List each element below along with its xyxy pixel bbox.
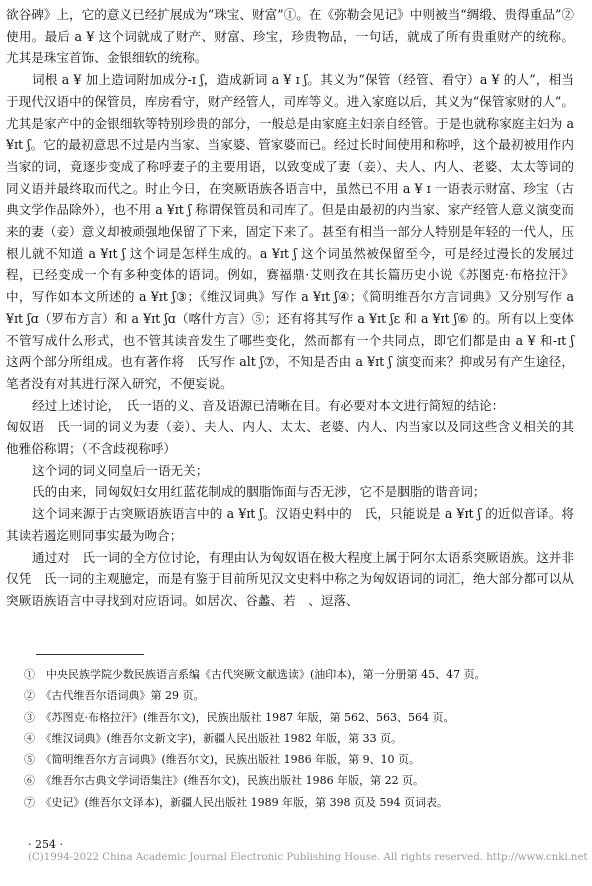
footnotes — [6, 664, 576, 813]
footnote-3: ③ 《苏图克·布格拉汗》(维吾尔文)，民族出版社 1987 年版，第 562、563、564 页。 — [24, 710, 455, 724]
paragraph-conclusion-2: 这个词的词义同皇后一语无关； — [32, 462, 209, 478]
copyright-notice: (C)1994-2022 China Academic Journal Electronic Publishing House. All rights reserved. http://www.cnki.net — [28, 852, 588, 863]
footnote-divider — [36, 654, 144, 655]
footnote-2: ② 《古代维吾尔语词典》第 29 页。 — [24, 689, 205, 703]
footnote-4: ④ 《维汉词典》(维吾尔文新文字)，新疆人民出版社 1982 年版，第 33 页。 — [24, 731, 403, 745]
paragraph-word-root: 词根 a ¥ 加上造词附加成分-ɪ ʃ，造成新词 a ¥ ɪ ʃ。其义为“保管（经管、看守）a ¥ 的人”，相当于现代汉语中的保管员，库房看守，财产经管人，司库等义。进入家庭以后，其义为“保管家财的人”。尤其是家产中的金银细软等特别珍贵的部分，一般总是由家庭主妇亲自经管。于是也就称家庭主妇为 a ¥ɪt ʃ。它的最初意思不过是内当家、当家婆、管家婆而已。经过长时间使用和称呼，这个最初被用作内当家的词，竟逐步变成了称呼妻子的主要用语，以致变成了妻（妾）、夫人、内人、老婆、太太等词的同义语并最终取而代之。时止今日，在突厥语族各语言中，虽然已不用 a ¥ ɪ 一语表示财富、珍宝（古典文学作品除外），也不用 a ¥ɪt ʃ 称谓保管员和司库了。但是由最初的内当家、家产经管人意义演变而来的妻（妾）意义却被顽强地保留了下来，固定下来了。甚至有相当一部分人特别是年轻的一代人，压根儿就不知道 a ¥ɪt ʃ 这个词是怎样生成的。a ¥ɪt ʃ 这个词虽然被保留至今，可是经过漫长的发展过程，已经变成一个有多种变体的语词。例如，赛福鼎·艾则孜在其长篇历史小说《苏图克·布格拉汗》中，写作如本文所述的 a ¥ɪt ʃ③；《维汉词典》写作 a ¥ɪt ʃ④；《简明维吾尔方言词典》又分别写作 a ¥ɪt ʃɑ（罗布方言）和 a ¥ɪt ʃɑ（喀什方言）⑤；还有将其写作 a ¥ɪt ʃε 和 a ¥ɪt ʃ⑥ 的。所有以上变体不管写成什么形式，也不管其读音发生了哪些变化，然而都有一个共同点，即它们都是由 a ¥ 和-ɪt ʃ 这两个部分所组成。也有著作将 氏写作 alt ʃ⑦，不知是否由 a ¥ɪt ʃ 演变而来？抑或另有产生途径，笔者没有对其进行深入研究，不便妄说。 — [6, 72, 574, 391]
footnote-1: ① 中央民族学院少数民族语言系编《古代突厥文献选读》(油印本)，第一分册第 45、47 页。 — [24, 668, 486, 681]
main-text — [6, 4, 574, 612]
paragraph-continued: 欲谷碑》上，它的意义已经扩展成为“珠宝、财富”①。在《弥勒会见记》中则被当“绸缎、贵得重品”② 使用。最后 a ¥ 这个词就成了财产、财富、珍宝，珍贵物品，一句话，就成了所有贵重财产的统称。尤其是珠宝首饰、金银细软的统称。 — [6, 7, 574, 66]
paragraph-conclusion-4: 这个词来源于古突厥语族语言中的 a ¥ɪt ʃ。汉语史料中的 氏，只能说是 a ¥ɪt ʃ 的近似音译。将其读若遏迄则同事实最为吻合； — [6, 506, 574, 543]
paragraph-conclusion-1: 匈奴语 氏一词的词义为妻（妾）、夫人、内人、太太、老婆、内人、内当家以及同这些含义相关的其他雅俗称谓；（不含歧视称呼） — [6, 419, 574, 457]
paragraph-conclusion-intro: 经过上述讨论， 氏一语的义、音及语源已清晰在目。有必要对本文进行简短的结论： — [32, 397, 505, 413]
paragraph-final: 通过对 氏一词的全方位讨论，有理由认为匈奴语在极大程度上属于阿尔太语系突厥语族。这并非仅凭 氏一词的主观臆定，而是有鉴于目前所见汉文史料中称之为匈奴语词的词汇，绝大部分都可以从突厥语族语言中寻找到对应语词。如居次、谷蠡、若 、逗落、 — [6, 549, 574, 608]
paragraph-conclusion-3: 氏的由来，同匈奴妇女用红蓝花制成的胭脂饰面与否无涉，它不是胭脂的谐音词； — [32, 484, 486, 500]
page-number: · 254 · — [28, 838, 63, 851]
footnote-5: ⑤ 《简明维吾尔方言词典》(维吾尔文)，民族出版社 1986 年版，第 9、10 页。 — [24, 753, 421, 767]
footnote-7: ⑦ 《史记》(维吾尔文译本)，新疆人民出版社 1989 年版，第 398 页及 594 页词表。 — [24, 795, 449, 809]
footnote-6: ⑥ 《维吾尔古典文学词语集注》(维吾尔文)，民族出版社 1986 年版，第 22 页。 — [24, 774, 425, 788]
